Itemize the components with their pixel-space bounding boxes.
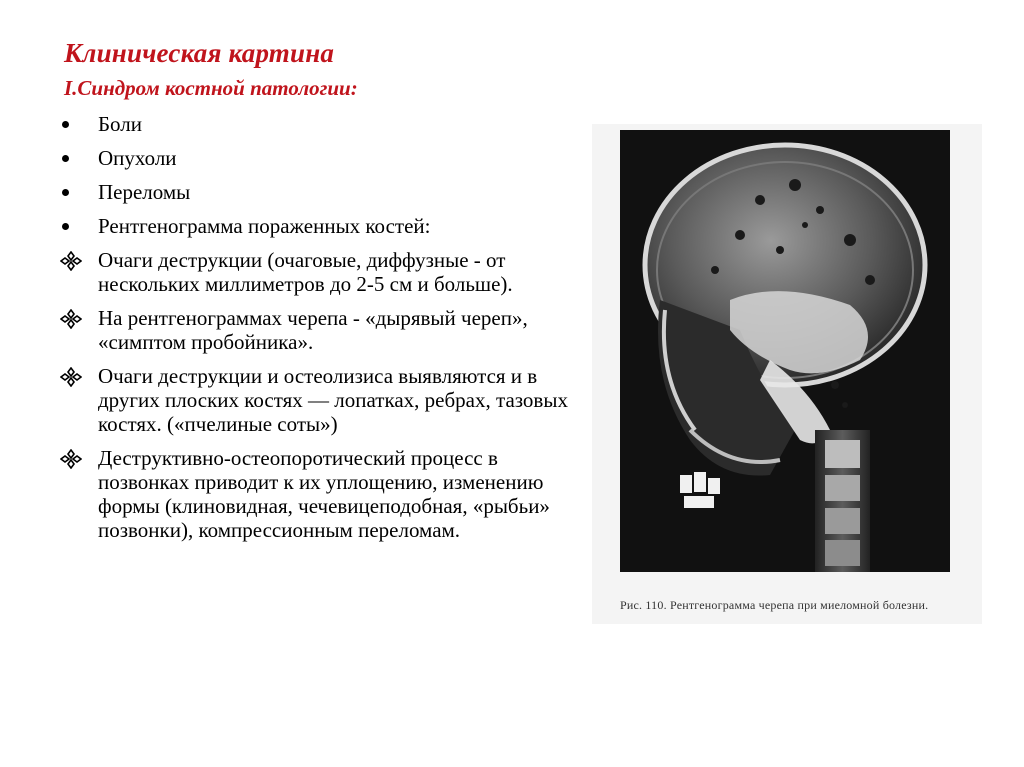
list-item [60, 248, 580, 296]
bullet-dot-icon [62, 121, 69, 128]
list-item-text: Рентгенограмма пораженных костей: [98, 214, 431, 238]
list-item-text: Очаги деструкции и остеолизиса выявляются и в других плоских костях — лопатках, ребрах, тазовых костях. («пчелиные соты») [98, 364, 568, 436]
bullet-dot-icon [62, 155, 69, 162]
list-item-text: Деструктивно-остеопоротический процесс в позвонках приводит к их уплощению, изменению формы (клиновидная, чечевицеподобная, «рыбьи» позвонки), компрессионным переломам. [98, 446, 550, 542]
list-item-text: На рентгенограммах черепа - «дырявый череп», «симптом пробойника». [98, 306, 528, 354]
slide-title: Клиническая картина [64, 38, 335, 68]
list-item [60, 146, 580, 170]
skull-xray-image [620, 130, 950, 572]
figure-caption: Рис. 110. Рентгенограмма черепа при миеломной болезни. [620, 598, 929, 612]
list-item [60, 306, 580, 354]
bullet-dot-icon [62, 189, 69, 196]
list-item-text: Опухоли [98, 146, 177, 170]
four-diamond-bullet-icon [60, 251, 82, 271]
list-item-text: Переломы [98, 180, 191, 204]
symptom-list [60, 112, 580, 552]
four-diamond-bullet-icon [60, 309, 82, 329]
list-item-text: Боли [98, 112, 142, 136]
list-item [60, 364, 580, 436]
four-diamond-bullet-icon [60, 367, 82, 387]
slide-subtitle: I.Синдром костной патологии: [64, 76, 358, 100]
four-diamond-bullet-icon [60, 449, 82, 469]
list-item [60, 214, 580, 238]
list-item [60, 446, 580, 542]
list-item [60, 180, 580, 204]
bullet-dot-icon [62, 223, 69, 230]
list-item-text: Очаги деструкции (очаговые, диффузные - от нескольких миллиметров до 2-5 см и больше). [98, 248, 513, 296]
list-item [60, 112, 580, 136]
